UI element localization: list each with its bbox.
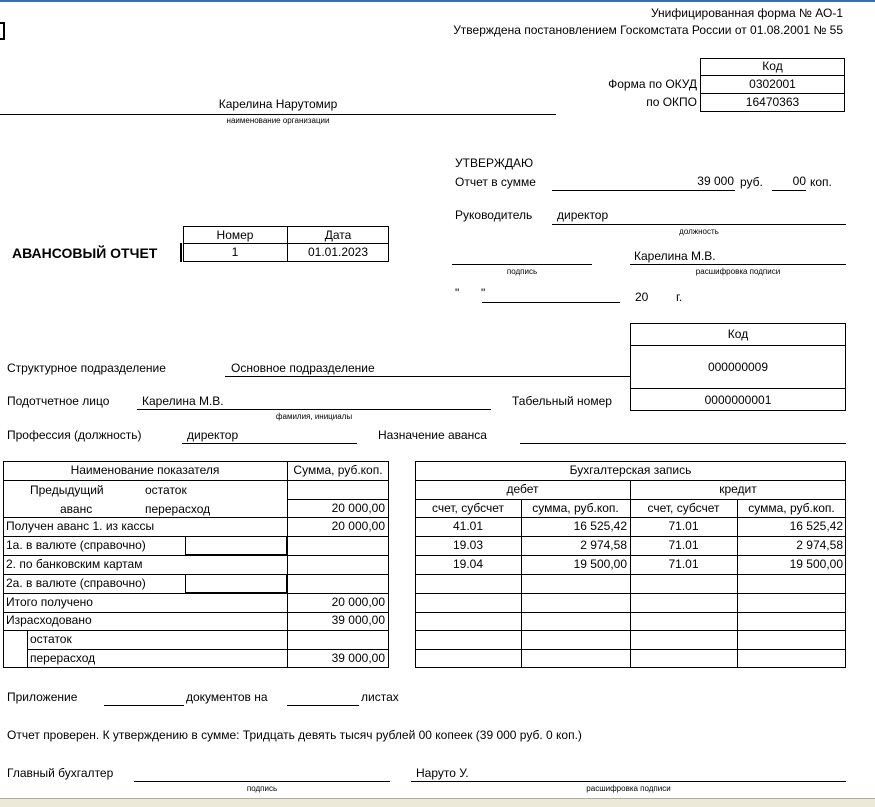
document-date: 01.01.2023 [307, 245, 369, 259]
left-row-label: 1а. в валюте (справочно) [6, 538, 146, 552]
debit-sum: 16 525,42 [573, 519, 627, 533]
tab-number-label: Табельный номер [512, 394, 612, 408]
profession-label: Профессия (должность) [7, 428, 142, 442]
okpo-value: 16470363 [745, 95, 800, 109]
division-value: Основное подразделение [231, 361, 375, 375]
document-title: АВАНСОВЫЙ ОТЧЕТ [12, 245, 158, 261]
kop-value: 00 [792, 174, 806, 188]
left-col-sum: Сумма, руб.коп. [293, 463, 383, 477]
year-suffix: г. [676, 290, 683, 304]
debit-sum-header: сумма, руб.коп. [532, 501, 619, 515]
credit-sum-header: сумма, руб.коп. [748, 501, 835, 515]
left-row-label: Израсходовано [6, 613, 92, 627]
debit-sum: 2 974,58 [580, 538, 627, 552]
chief-accountant-name: Наруто У. [416, 766, 469, 780]
chief-signature-caption: подпись [246, 784, 278, 793]
form-name: Унифицированная форма № АО-1 [650, 6, 843, 20]
okud-value: 0302001 [749, 77, 796, 91]
position-caption: должность [679, 227, 719, 236]
chief-decode-caption: расшифровка подписи [586, 784, 671, 793]
left-row-label: 2. по банковским картам [6, 557, 143, 571]
right-table-title: Бухгалтерская запись [569, 463, 692, 477]
fio-caption: фамилия, инициалы [275, 412, 353, 421]
person-code-header: Код [727, 327, 749, 341]
advance-purpose-label: Назначение аванса [378, 428, 487, 442]
left-row-label: перерасход [30, 651, 96, 665]
window-top-edge [0, 0, 875, 2]
chief-accountant-label: Главный бухгалтер [7, 766, 114, 780]
credit-sum: 16 525,42 [789, 519, 843, 533]
code-header: Код [762, 59, 783, 73]
debit-account: 41.01 [452, 519, 484, 533]
tab-number: 0000000001 [704, 393, 772, 407]
date-label: Дата [324, 228, 352, 242]
decode-caption: расшифровка подписи [695, 267, 781, 276]
documents-on-label: документов на [186, 690, 268, 704]
debit-sum: 19 500,00 [573, 557, 627, 571]
division-label: Структурное подразделение [7, 361, 166, 375]
division-code: 000000009 [707, 360, 769, 374]
number-label: Номер [216, 228, 254, 242]
advance-label: аванс [60, 502, 93, 516]
document-number: 1 [231, 245, 239, 259]
approved-by: Утверждена постановлением Госкомстата России от 01.08.2001 № 55 [453, 23, 843, 37]
approve-title: УТВЕРЖДАЮ [455, 156, 534, 170]
head-name: Карелина М.В. [634, 249, 716, 263]
head-position: директор [557, 208, 609, 222]
debit-account-header: счет, субсчет [432, 501, 504, 515]
credit-account-header: счет, субсчет [647, 501, 720, 515]
prev-remainder-label: остаток [145, 483, 187, 497]
horizontal-scrollbar[interactable] [0, 798, 875, 807]
organization-name: Карелина Нарутомир [218, 97, 338, 111]
profession-value: директор [187, 428, 239, 442]
credit-account: 71.01 [668, 538, 699, 552]
kop-label: коп. [810, 175, 832, 189]
credit-account: 71.01 [668, 519, 699, 533]
report-sum-value: 39 000 [697, 174, 734, 188]
credit-header: кредит [719, 482, 757, 496]
accountable-value: Карелина М.В. [142, 394, 224, 408]
signature-caption: подпись [506, 267, 538, 276]
quote-close: " [481, 286, 486, 300]
accountable-label: Подотчетное лицо [7, 394, 110, 408]
left-row-label: Получен аванс 1. из кассы [6, 519, 155, 533]
head-label: Руководитель [455, 208, 533, 222]
left-row-label: Итого получено [6, 595, 93, 609]
credit-sum: 2 974,58 [796, 538, 843, 552]
credit-account: 71.01 [668, 557, 699, 571]
left-row-label: 2а. в валюте (справочно) [6, 576, 146, 590]
left-col-name: Наименование показателя [70, 463, 220, 477]
cell-cursor[interactable] [0, 22, 5, 40]
okpo-label: по ОКПО [646, 95, 697, 109]
debit-header: дебет [506, 482, 539, 496]
quote-open: " [455, 286, 460, 300]
rub-label: руб. [740, 175, 763, 189]
prev-overspend-label: перерасход [145, 502, 211, 516]
debit-account: 19.04 [452, 557, 484, 571]
left-row-sum: 39 000,00 [331, 613, 385, 627]
left-row-label: остаток [30, 632, 72, 646]
credit-sum: 19 500,00 [789, 557, 843, 571]
left-row-sum: 39 000,00 [331, 651, 385, 665]
sheets-label: листах [361, 690, 399, 704]
okud-label: Форма по ОКУД [608, 77, 697, 91]
left-row-sum: 20 000,00 [331, 519, 385, 533]
attachment-label: Приложение [7, 690, 78, 704]
left-row-sum: 20 000,00 [331, 595, 385, 609]
prev-label: Предыдущий [30, 483, 104, 497]
prev-overspend-sum: 20 000,00 [331, 501, 385, 515]
debit-account: 19.03 [452, 538, 484, 552]
year-prefix: 20 [635, 290, 649, 304]
organization-caption: наименование организации [226, 116, 330, 125]
report-sum-label: Отчет в сумме [455, 175, 536, 189]
checked-text: Отчет проверен. К утверждению в сумме: Тридцать девять тысяч рублей 00 копеек (39 000 руб. 0 коп.) [7, 728, 582, 742]
